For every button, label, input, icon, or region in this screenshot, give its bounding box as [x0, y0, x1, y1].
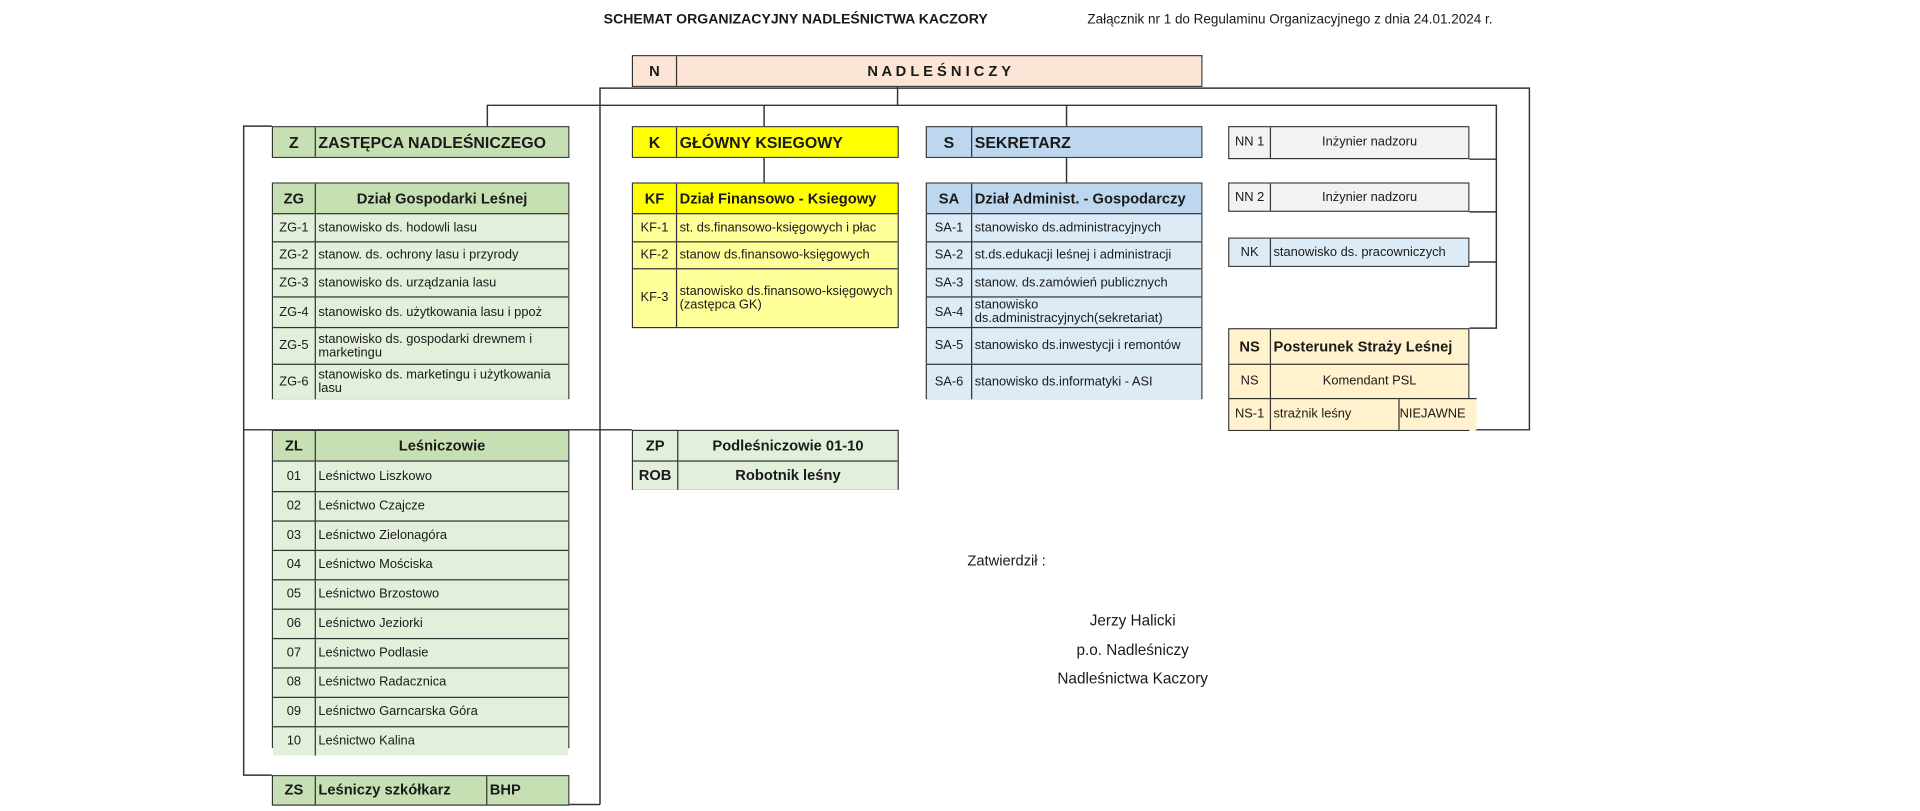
- sekretarz-box: [926, 126, 1203, 158]
- kf-row: [633, 213, 897, 241]
- row-label: Leśnictwo Kalina: [315, 727, 568, 755]
- sa-row: [927, 327, 1201, 364]
- zl-table: [272, 430, 570, 748]
- row-code: KF-1: [640, 219, 669, 235]
- zg-row: [273, 268, 568, 296]
- row-code: 02: [286, 498, 302, 514]
- ksiegowy-box: [632, 126, 899, 158]
- kf-table: [632, 182, 899, 328]
- row-code: 05: [286, 586, 302, 602]
- sa-table: [926, 182, 1203, 399]
- approver-role: p.o. Nadleśniczy: [1076, 641, 1189, 659]
- komendant-label: Komendant PSL: [1270, 365, 1468, 398]
- zg-table: [272, 182, 570, 399]
- nadlesniczy-code: N: [649, 61, 660, 79]
- kf-row: [633, 241, 897, 268]
- row-code: KF-2: [640, 247, 669, 263]
- row-code: ZG-4: [279, 304, 309, 319]
- zl-row: [273, 491, 568, 520]
- nk-box: [1228, 238, 1469, 267]
- row-label: Leśnictwo Jeziorki: [315, 610, 568, 638]
- rob-code: ROB: [638, 466, 672, 484]
- row-code: 09: [286, 704, 302, 719]
- nadlesniczy-label: N A D L E Ś N I C Z Y: [676, 56, 1201, 85]
- row-label: stanowisko ds.inwestycji i remontów: [971, 328, 1201, 364]
- nn1-label: Inżynier nadzoru: [1270, 127, 1468, 158]
- ns1-label: strażnik leśny: [1270, 399, 1399, 430]
- zastepca-code: Z: [289, 132, 299, 152]
- zg-code: ZG: [283, 189, 305, 207]
- row-code: 03: [286, 527, 302, 543]
- zl-code: ZL: [284, 436, 303, 454]
- row-label: Leśnictwo Mościska: [315, 551, 568, 579]
- nn1-box: [1228, 126, 1469, 159]
- zg-row: [273, 364, 568, 400]
- approver-name: Jerzy Halicki: [1089, 612, 1176, 630]
- row-code: 06: [286, 615, 302, 631]
- ns1-code: NS-1: [1234, 406, 1265, 422]
- row-label: stanowisko ds. marketingu i użytkowania lasu: [315, 365, 568, 399]
- row-code: 10: [286, 733, 302, 749]
- ns-table: [1228, 328, 1469, 431]
- zs-extra: BHP: [486, 776, 568, 804]
- zp-table: [632, 430, 899, 490]
- zl-row: [273, 460, 568, 491]
- nadlesniczy-box: [632, 55, 1203, 87]
- row-code: 07: [286, 645, 302, 661]
- nn2-box: [1228, 182, 1469, 211]
- row-label: Leśnictwo Czajcze: [315, 492, 568, 520]
- ns-code: NS: [1239, 337, 1260, 355]
- row-label: Leśnictwo Podlasie: [315, 639, 568, 667]
- ksiegowy-code: K: [648, 132, 661, 152]
- zg-row: [273, 296, 568, 327]
- zl-row: [273, 609, 568, 638]
- row-label: Leśnictwo Brzostowo: [315, 580, 568, 608]
- zg-row: [273, 241, 568, 268]
- row-label: Leśnictwo Zielonagóra: [315, 522, 568, 550]
- zg-row: [273, 213, 568, 241]
- sa-row: [927, 241, 1201, 268]
- row-code: SA-3: [934, 274, 964, 290]
- row-label: stanowisko ds.informatyki - ASI: [971, 365, 1201, 399]
- zl-row: [273, 579, 568, 608]
- zs-label: Leśniczy szkółkarz: [315, 776, 486, 804]
- row-code: 08: [286, 674, 302, 690]
- sa-row: [927, 296, 1201, 327]
- zl-row: [273, 697, 568, 726]
- annex-note: Załącznik nr 1 do Regulaminu Organizacyjnego z dnia 24.01.2024 r.: [1087, 12, 1493, 27]
- row-code: ZG-6: [279, 374, 309, 389]
- nn2-code: NN 2: [1234, 189, 1265, 204]
- row-code: KF-3: [640, 290, 669, 305]
- kf-label: Dział Finansowo - Ksiegowy: [676, 184, 898, 213]
- row-label: stanowisko ds.finansowo-księgowych (zastępca GK): [676, 269, 898, 327]
- row-code: SA-2: [934, 247, 964, 263]
- sa-label: Dział Administ. - Gospodarczy: [971, 184, 1201, 213]
- row-code: ZG-1: [279, 219, 309, 235]
- nn2-label: Inżynier nadzoru: [1270, 184, 1468, 211]
- row-code: SA-1: [934, 219, 964, 235]
- nk-code: NK: [1240, 244, 1259, 259]
- ns-label: Posterunek Straży Leśnej: [1270, 329, 1468, 363]
- row-code: ZG-3: [279, 274, 309, 290]
- approval-signature: [1010, 607, 1255, 693]
- sekretarz-label: SEKRETARZ: [971, 127, 1201, 156]
- row-label: stanow. ds. ochrony lasu i przyrody: [315, 242, 568, 268]
- row-code: 01: [286, 468, 302, 484]
- row-code: ZG-2: [279, 247, 309, 263]
- sa-row: [927, 364, 1201, 400]
- zl-row: [273, 550, 568, 579]
- zp-code: ZP: [645, 436, 665, 454]
- row-label: stanowisko ds. urządzania lasu: [315, 269, 568, 296]
- row-label: stanowisko ds. użytkowania lasu i ppoż: [315, 298, 568, 327]
- row-label: st. ds.finansowo-księgowych i płac: [676, 214, 898, 241]
- nn1-code: NN 1: [1234, 134, 1265, 150]
- zs-code: ZS: [284, 781, 304, 799]
- row-label: Leśnictwo Garncarska Góra: [315, 698, 568, 726]
- document-title: SCHEMAT ORGANIZACYJNY NADLEŚNICTWA KACZORY: [603, 12, 988, 27]
- row-label: stanowisko ds. hodowli lasu: [315, 214, 568, 241]
- zg-label: Dział Gospodarki Leśnej: [315, 184, 568, 213]
- row-label: stanowisko ds.administracyjnych: [971, 214, 1201, 241]
- zp-label: Podleśniczowie 01-10: [677, 431, 897, 460]
- zs-box: [272, 775, 570, 806]
- kf-code: KF: [644, 189, 665, 207]
- komendant-code: NS: [1240, 373, 1259, 389]
- rob-label: Robotnik leśny: [677, 462, 897, 490]
- row-code: 04: [286, 557, 302, 572]
- approver-org: Nadleśnictwa Kaczory: [1057, 669, 1208, 687]
- zl-row: [273, 520, 568, 549]
- row-label: stanowisko ds.administracyjnych(sekretariat): [971, 298, 1201, 327]
- row-code: SA-6: [934, 374, 964, 389]
- ksiegowy-label: GŁÓWNY KSIEGOWY: [676, 127, 898, 156]
- zl-label: Leśniczowie: [315, 431, 568, 460]
- zastepca-label: ZASTĘPCA NADLEŚNICZEGO: [315, 127, 568, 156]
- approval-label: Zatwierdził :: [967, 552, 1046, 570]
- ns1-extra: NIEJAWNE: [1398, 399, 1476, 430]
- kf-row: [633, 268, 897, 327]
- sa-row: [927, 268, 1201, 296]
- row-code: SA-5: [934, 337, 964, 353]
- zl-row: [273, 667, 568, 696]
- nk-label: stanowisko ds. pracowniczych: [1270, 239, 1468, 266]
- zl-row: [273, 638, 568, 667]
- zg-row: [273, 327, 568, 364]
- sa-code: SA: [938, 189, 960, 207]
- row-code: ZG-5: [279, 337, 309, 353]
- row-label: st.ds.edukacji leśnej i administracji: [971, 242, 1201, 268]
- row-label: stanow ds.finansowo-księgowych: [676, 242, 898, 268]
- zastepca-box: [272, 126, 570, 158]
- zl-row: [273, 726, 568, 755]
- row-label: Leśnictwo Liszkowo: [315, 462, 568, 491]
- sa-row: [927, 213, 1201, 241]
- row-label: stanow. ds.zamówień publicznych: [971, 269, 1201, 296]
- row-label: stanowisko ds. gospodarki drewnem i marketingu: [315, 328, 568, 364]
- row-label: Leśnictwo Radacznica: [315, 669, 568, 697]
- sekretarz-code: S: [943, 132, 955, 152]
- row-code: SA-4: [934, 304, 964, 319]
